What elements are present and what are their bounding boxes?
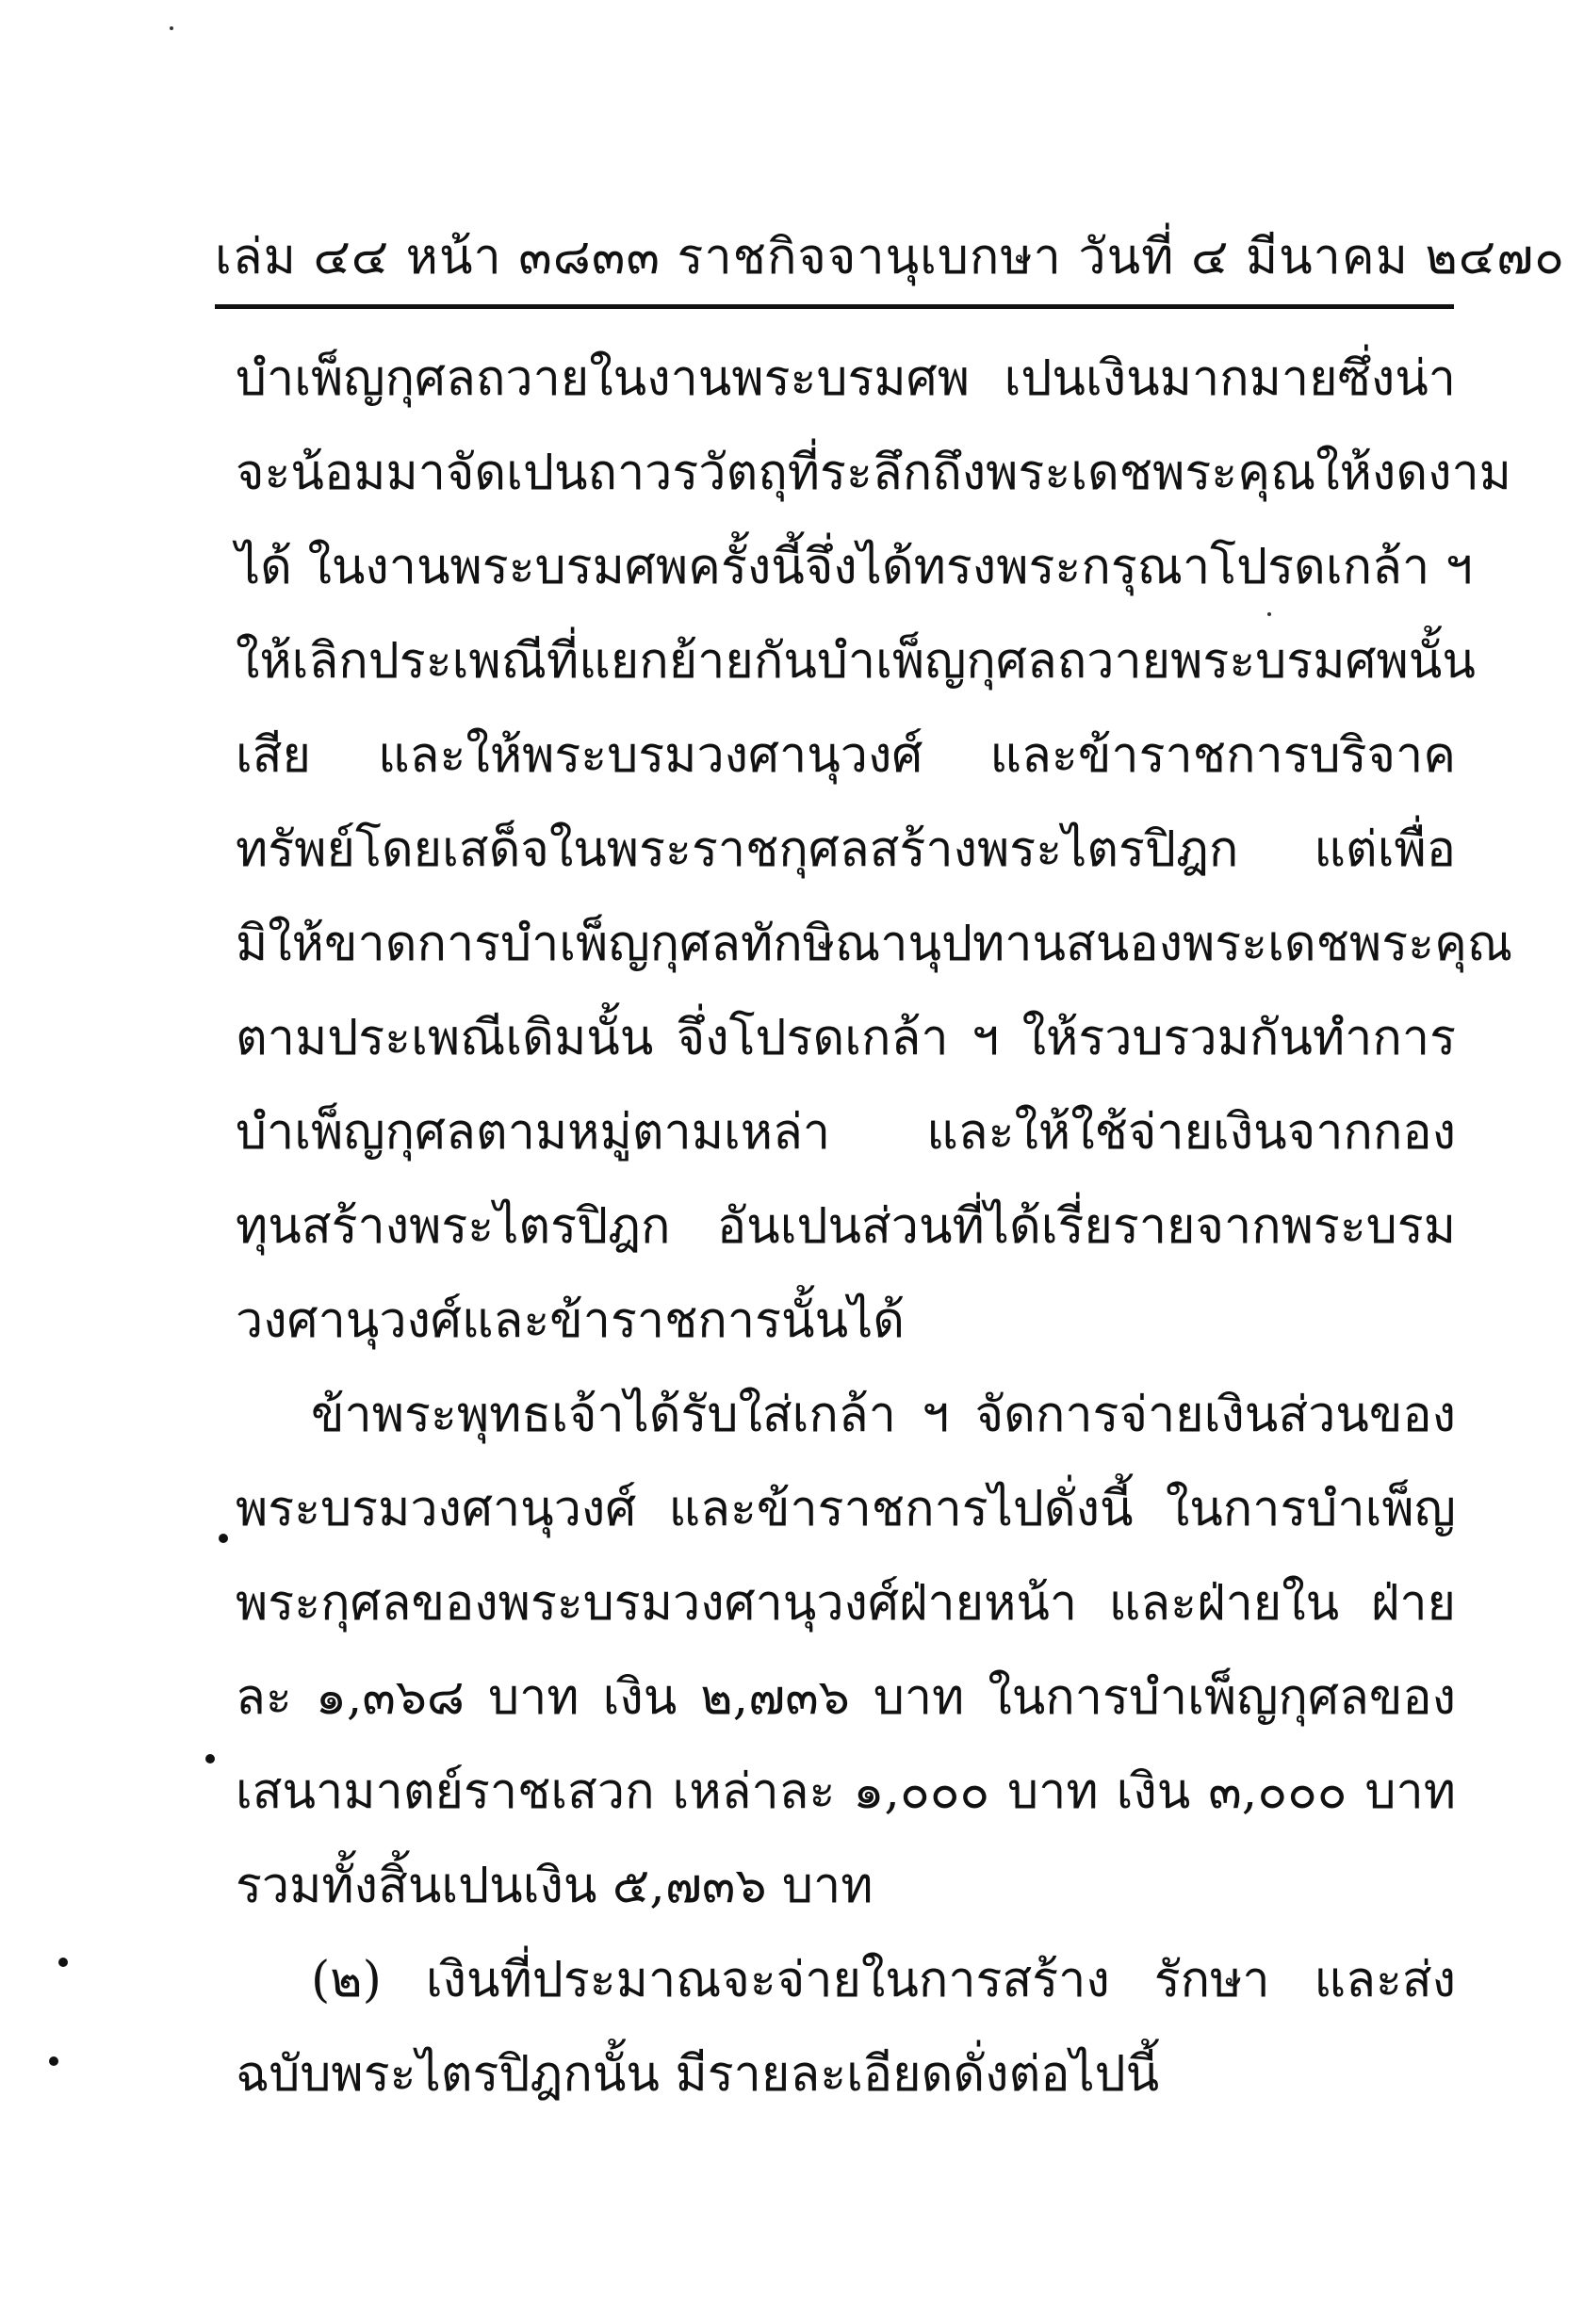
- text-line-7: มิให้ขาดการบำเพ็ญกุศลทักษิณานุปทานสนองพระเดชพระคุณ: [236, 916, 1513, 972]
- scan-dot: [205, 1754, 215, 1763]
- scan-speck: [170, 26, 173, 30]
- text-line-2: จะน้อมมาจัดเปนถาวรวัตถุที่ระลึกถึงพระเดชพระคุณให้งดงาม: [236, 445, 1511, 501]
- text-line-1: บำเพ็ญกุศลถวายในงานพระบรมศพ เปนเงินมากมายซึ่งน่า: [236, 350, 1456, 407]
- text-line-18: (๒) เงินที่ประมาณจะจ่ายในการสร้าง รักษา และส่ง: [311, 1952, 1456, 2008]
- text-line-10: ทุนสร้างพระไตรปิฎก อันเปนส่วนที่ได้เรี่ยรายจากพระบรม: [236, 1198, 1456, 1255]
- header-rule: [215, 304, 1454, 309]
- text-line-16: เสนามาตย์ราชเสวก เหล่าละ ๑,๐๐๐ บาท เงิน ๓,๐๐๐ บาท: [236, 1763, 1456, 1820]
- text-line-8: ตามประเพณีเดิมนั้น จึ่งโปรดเกล้า ฯ ให้รวบรวมกันทำการ: [236, 1010, 1456, 1066]
- text-line-17: รวมทั้งสิ้นเปนเงิน ๕,๗๓๖ บาท: [236, 1858, 874, 1914]
- text-line-12: ข้าพระพุทธเจ้าได้รับใส่เกล้า ฯ จัดการจ่ายเงินส่วนของ: [311, 1387, 1456, 1443]
- text-line-15: ละ ๑,๓๖๘ บาท เงิน ๒,๗๓๖ บาท ในการบำเพ็ญกุศลของ: [236, 1669, 1456, 1726]
- text-line-4: ให้เลิกประเพณีที่แยกย้ายกันบำเพ็ญกุศลถวายพระบรมศพนั้น: [236, 633, 1476, 690]
- text-line-6: ทรัพย์โดยเสด็จในพระราชกุศลสร้างพระไตรปิฎก แต่เพื่อ: [236, 821, 1456, 878]
- text-line-13: พระบรมวงศานุวงศ์ และข้าราชการไปดั่งนี้ ในการบำเพ็ญ: [236, 1481, 1456, 1537]
- scan-dot: [219, 1534, 228, 1543]
- scan-dot: [58, 1958, 68, 1967]
- text-line-9: บำเพ็ญกุศลตามหมู่ตามเหล่า และให้ใช้จ่ายเงินจากกอง: [236, 1104, 1456, 1161]
- text-line-3: ได้ ในงานพระบรมศพครั้งนี้จึ่งได้ทรงพระกรุณาโปรดเกล้า ฯ: [236, 539, 1473, 595]
- page-header: เล่ม ๔๔ หน้า ๓๘๓๓ ราชกิจจานุเบกษา วันที่ ๔ มีนาคม ๒๔๗๐: [215, 229, 1565, 285]
- text-line-11: วงศานุวงศ์และข้าราชการนั้นได้: [236, 1292, 906, 1349]
- text-line-14: พระกุศลของพระบรมวงศานุวงศ์ฝ่ายหน้า และฝ่ายใน ฝ่าย: [236, 1575, 1456, 1632]
- text-line-5: เสีย และให้พระบรมวงศานุวงศ์ และข้าราชการบริจาค: [236, 727, 1456, 784]
- text-line-19: ฉบับพระไตรปิฎกนั้น มีรายละเอียดดั่งต่อไปนี้: [236, 2046, 1160, 2103]
- scan-dot: [49, 2056, 58, 2066]
- scan-speck: [1267, 612, 1271, 616]
